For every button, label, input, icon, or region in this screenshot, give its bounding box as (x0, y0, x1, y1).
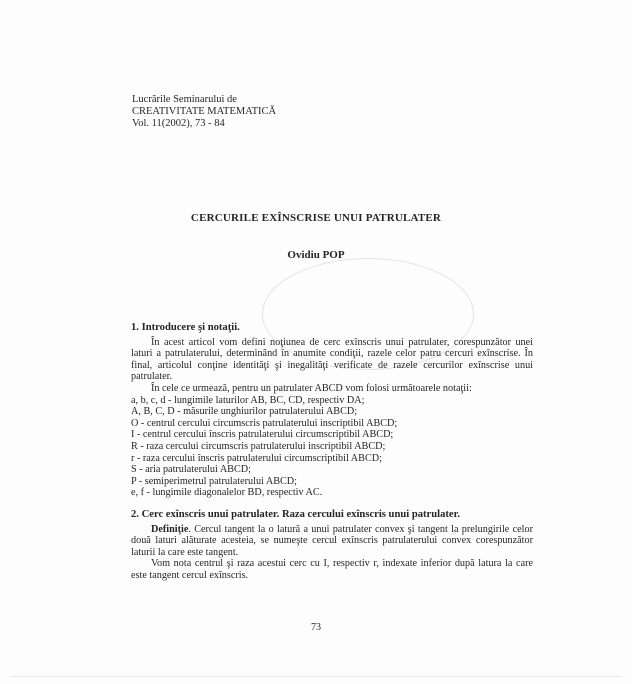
section-heading: 2. Cerc exînscris unui patrulater. Raza cercului exînscris unui patrulater. (131, 508, 460, 520)
paper-title: CERCURILE EXÎNSCRISE UNUI PATRULATER (190, 212, 442, 224)
journal-header-line: Vol. 11(2002), 73 - 84 (132, 118, 225, 129)
definition-paragraph (131, 524, 533, 559)
definition-text: . Cercul tangent la o latură a unui patrulater convex şi tangent la prelungirile celor două laturi alăturate acesteia, se numeşte cercul exînscris patrulaterului convex corespunzător laturii la care este tangent. (131, 523, 533, 558)
journal-header-line: CREATIVITATE MATEMATICĂ (132, 106, 277, 117)
paragraph: Vom nota centrul şi raza acestui cerc cu I, respectiv r, indexate inferior după latura la care este tangent cercul exînscris. (131, 558, 533, 581)
journal-header-line: Lucrările Seminarului de (132, 94, 237, 105)
paragraph: În cele ce urmează, pentru un patrulater ABCD vom folosi următoarele notaţii: (151, 382, 472, 394)
scan-edge-line (10, 676, 622, 677)
journal-header (132, 94, 276, 130)
notation-item: R - raza cercului circumscris patrulaterului inscriptibil ABCD; (131, 440, 386, 452)
paragraph: În acest articol vom defini noţiunea de cerc exînscris unui patrulater, corespunzător unei laturi a patrulaterului, determinând în anumite condiţii, razele celor patru cercuri exînscrise. În final, articolul conţine identităţi şi inegalităţi verificate de razele cercurilor exînscrise unui patrulater. (131, 336, 533, 383)
notation-item: e, f - lungimile diagonalelor BD, respectiv AC. (131, 487, 323, 499)
notation-item: O - centrul cercului circumscris patrulaterului inscriptibil ABCD; (131, 417, 398, 429)
page-number: 73 (311, 622, 321, 633)
paper-author: Ovidiu POP (287, 249, 345, 261)
notation-item: S - aria patrulaterului ABCD; (131, 464, 251, 476)
paper-body (131, 322, 533, 581)
notation-item: I - centrul cercului înscris patrulaterului circumscriptibil ABCD; (131, 429, 394, 441)
notation-item: a, b, c, d - lungimile laturilor AB, BC, CD, respectiv DA; (131, 394, 365, 406)
notation-item: P - semiperimetrul patrulaterului ABCD; (131, 475, 297, 487)
notation-item: A, B, C, D - măsurile unghiurilor patrulaterului ABCD; (131, 406, 358, 418)
notation-list (131, 395, 533, 499)
definition-label: Definiţie (151, 523, 189, 535)
section-heading: 1. Introducere şi notaţii. (131, 322, 240, 333)
notation-item: r - raza cercului înscris patrulaterului circumscriptibil ABCD; (131, 452, 382, 464)
